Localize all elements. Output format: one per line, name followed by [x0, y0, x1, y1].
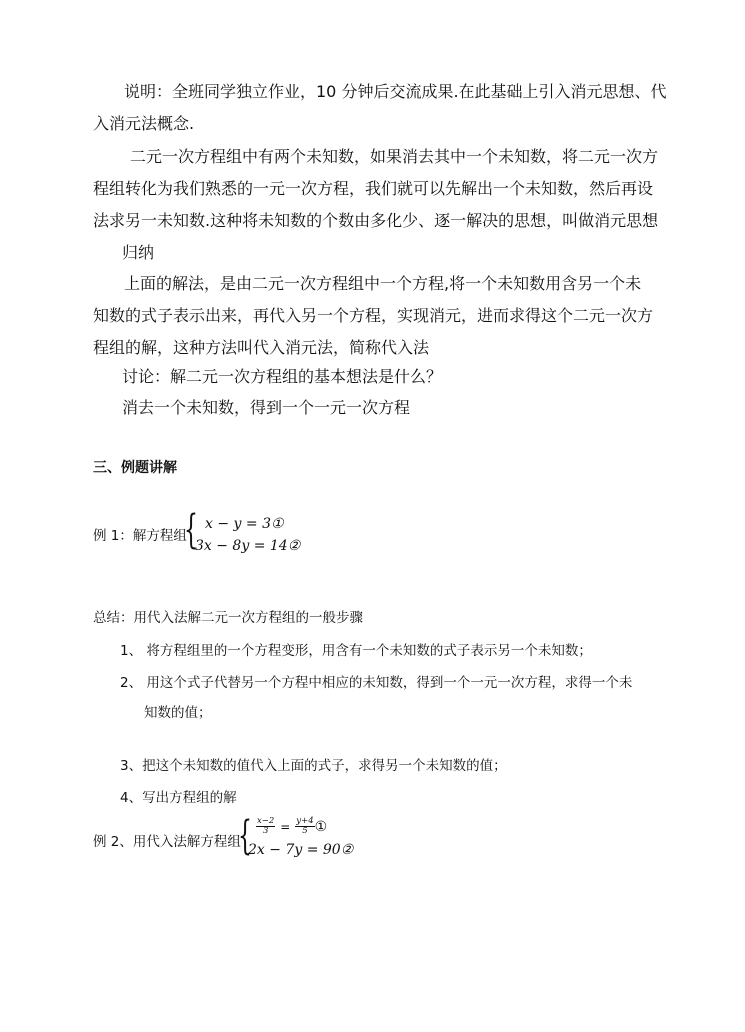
summary-step2-line1: 2、 用这个式子代替另一个方程中相应的未知数，得到一个一元一次方程，求得一个未: [120, 675, 633, 691]
discussion-question: 讨论：解二元一次方程组的基本想法是什么？: [122, 367, 443, 386]
summary-step1: 1、 将方程组里的一个方程变形，用含有一个未知数的式子表示另一个未知数；: [120, 643, 592, 659]
summary-step4: 4、写出方程组的解: [120, 790, 237, 806]
heading-guina: 归纳: [122, 243, 155, 262]
example2-label: 例 2、用代入法解方程组: [93, 834, 241, 850]
paragraph1-line2: 入消元法概念.: [93, 114, 195, 133]
equals-sign: =: [280, 820, 291, 834]
discussion-answer: 消去一个未知数，得到一个一元一次方程: [122, 398, 411, 417]
paragraph1-line1: 说明：全班同学独立作业，10 分钟后交流成果.在此基础上引入消元思想、代: [124, 82, 667, 101]
example1-equation1: x − y = 3①: [205, 516, 284, 532]
fraction-y: [295, 817, 314, 836]
paragraph2-line1: 二元一次方程组中有两个未知数，如果消去其中一个未知数，将二元一次方: [130, 147, 659, 166]
example2-equation1: [256, 816, 327, 837]
summary-title: 总结：用代入法解二元一次方程组的一般步骤: [93, 610, 363, 626]
paragraph3-line2: 知数的式子表示出来，再代入另一个方程，实现消元，进而求得这个二元一次方: [93, 306, 654, 325]
fraction-x: [256, 817, 275, 836]
equation1-marker: ①: [314, 819, 328, 835]
fraction-y-denominator: 5: [302, 826, 308, 836]
fraction-x-numerator: x−2: [257, 816, 275, 826]
section3-title: 三、例题讲解: [93, 460, 177, 476]
paragraph2-line2: 程组转化为我们熟悉的一元一次方程，我们就可以先解出一个未知数，然后再设: [93, 179, 654, 198]
paragraph3-line1: 上面的解法，是由二元一次方程组中一个方程,将一个未知数用含另一个未: [124, 274, 642, 293]
paragraph3-line3: 程组的解，这种方法叫代入消元法，简称代入法: [93, 338, 430, 357]
paragraph2-line3: 法求另一未知数.这种将未知数的个数由多化少、逐一解决的思想，叫做消元思想: [93, 211, 659, 230]
fraction-y-numerator: y+4: [296, 816, 314, 826]
example1-equation2: 3x − 8y = 14②: [195, 538, 301, 554]
fraction-x-denominator: 3: [262, 826, 269, 836]
brace-icon: {: [184, 507, 198, 553]
brace-icon: {: [238, 813, 252, 859]
example1-label: 例 1：解方程组: [93, 528, 187, 544]
example2-equation2: 2x − 7y = 90②: [248, 842, 354, 858]
summary-step2-line2: 知数的值；: [144, 705, 212, 721]
summary-step3: 3、把这个未知数的值代入上面的式子，求得另一个未知数的值；: [120, 758, 507, 774]
